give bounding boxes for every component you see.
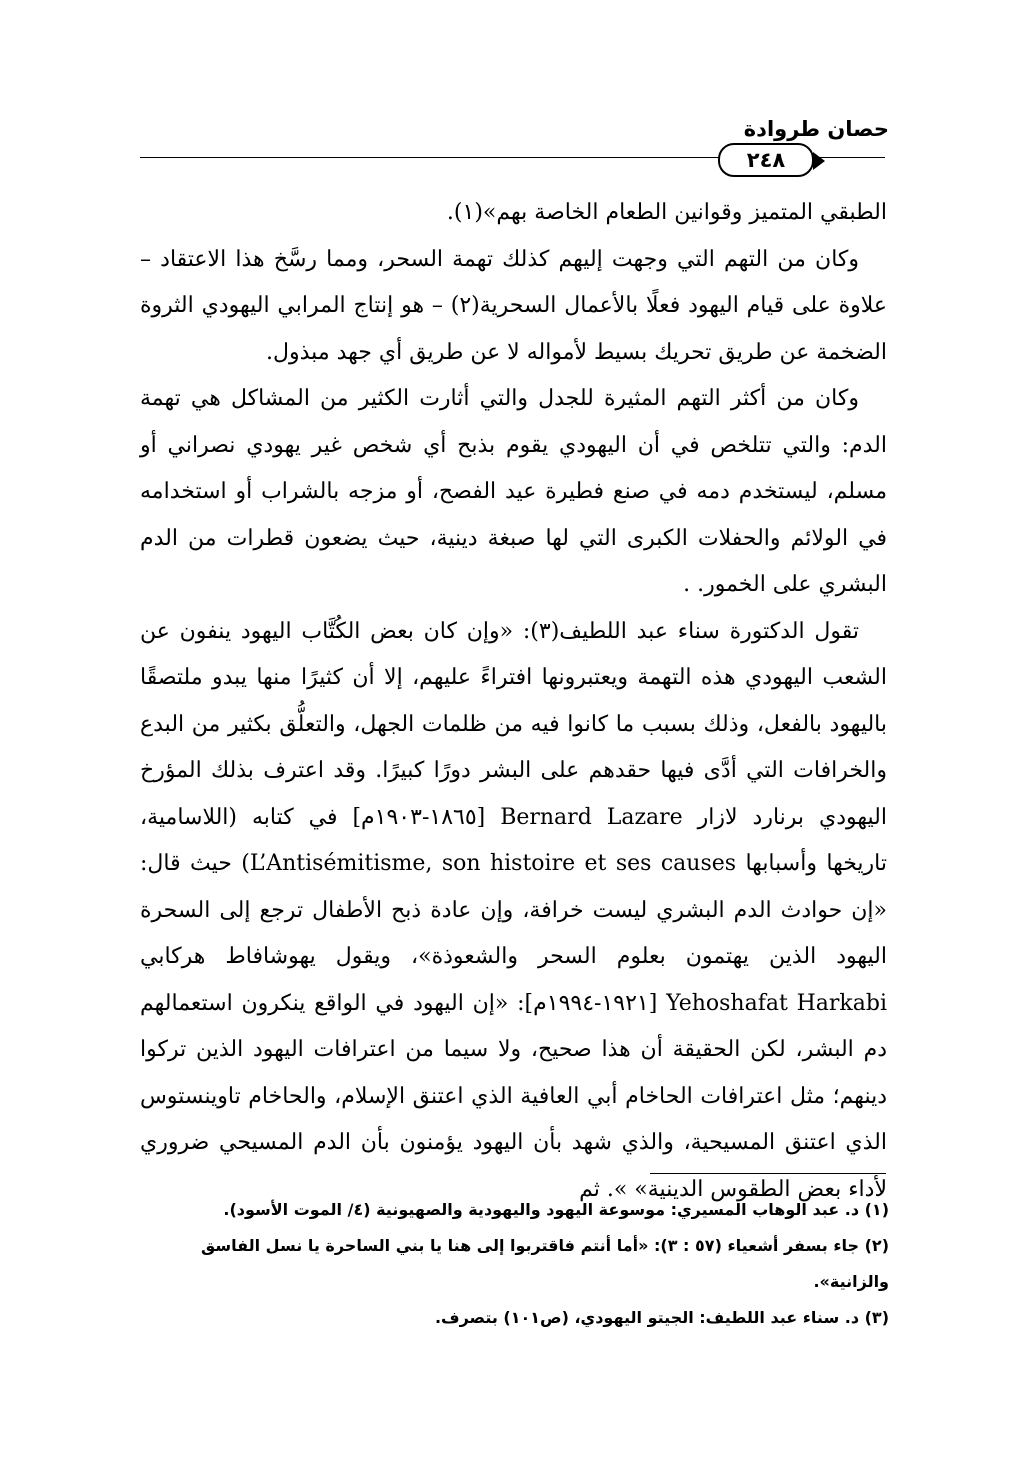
paragraph-2: وكان من التهم التي وجهت إليهم كذلك تهمة السحر، ومما رسَّخ هذا الاعتقاد – علاوة على قيام اليهود فعلًا بالأعمال السحرية(٢) – هو إنتاج المرابي اليهودي الثروة الضخمة عن طريق تحريك بسيط لأمواله لا عن طريق أي جهد مبذول.	[140, 246, 887, 365]
running-header-title: حصان طروادة	[743, 117, 889, 141]
paragraph-3: وكان من أكثر التهم المثيرة للجدل والتي أثارت الكثير من المشاكل هي تهمة الدم: والتي تتلخص في أن اليهودي يقوم بذبح أي شخص غير يهودي نصراني أو مسلم، ليستخدم دمه في صنع فطيرة عيد الفصح، أو مزجه بالشراب أو استخدامه في الولائم والحفلات الكبرى التي لها صبغة دينية، حيث يضعون قطرات من الدم البشري على الخمور. .	[140, 386, 887, 597]
page-number-badge: ٢٤٨	[718, 143, 814, 177]
footnote-2: (٢) جاء بسفر أشعياء (٥٧ : ٣): «أما أنتم فاقتربوا إلى هنا يا بني الساحرة يا نسل الفاسق والزانية».	[200, 1236, 889, 1291]
footnote-divider	[650, 1173, 886, 1174]
footnote-1: (١) د. عبد الوهاب المسيري: موسوعة اليهود واليهودية والصهيونية (٤/ الموت الأسود).	[223, 1200, 889, 1219]
footnotes	[140, 1192, 889, 1336]
footnote-3: (٣) د. سناء عبد اللطيف: الجيتو اليهودي، (ص١٠١) بتصرف.	[434, 1308, 889, 1327]
paragraph-4: تقول الدكتورة سناء عبد اللطيف(٣): «وإن كان بعض الكُتَّاب اليهود ينفون عن الشعب اليهودي هذه التهمة ويعتبرونها افتراءً عليهم، إلا أن كثيرًا منها يبدو ملتصقًا باليهود بالفعل، وذلك بسبب ما كانوا فيه من ظلمات الجهل، والتعلُّق بكثير من البدع والخرافات التي أدَّى فيها حقدهم على البشر دورًا كبيرًا. وقد اعترف بذلك المؤرخ اليهودي برنارد لازار Bernard Lazare [١٨٦٥-١٩٠٣م] في كتابه (اللاسامية، تاريخها وأسبابها L’Antisémitisme, son histoire et ses causes) حيث قال: «إن حوادث الدم البشري ليست خرافة، وإن عادة ذبح الأطفال ترجع إلى السحرة اليهود الذين يهتمون بعلوم السحر والشعوذة»، ويقول يهوشافاط هركابي Yehoshafat Harkabi [١٩٢١-١٩٩٤م]: «إن اليهود في الواقع ينكرون استعمالهم دم البشر، لكن الحقيقة أن هذا صحيح، ولا سيما من اعترافات اليهود الذين تركوا دينهم؛ مثل اعترافات الحاخام أبي العافية الذي اعتنق الإسلام، والحاخام تاوينستوس الذي اعتنق المسيحية، والذي شهد بأن اليهود يؤمنون بأن الدم المسيحي ضروري لأداء بعض الطقوس الدينية» ». ثم	[140, 618, 887, 1202]
body-text	[140, 190, 887, 1213]
paragraph-1: الطبقي المتميز وقوانين الطعام الخاصة بهم»(١).	[446, 200, 887, 225]
